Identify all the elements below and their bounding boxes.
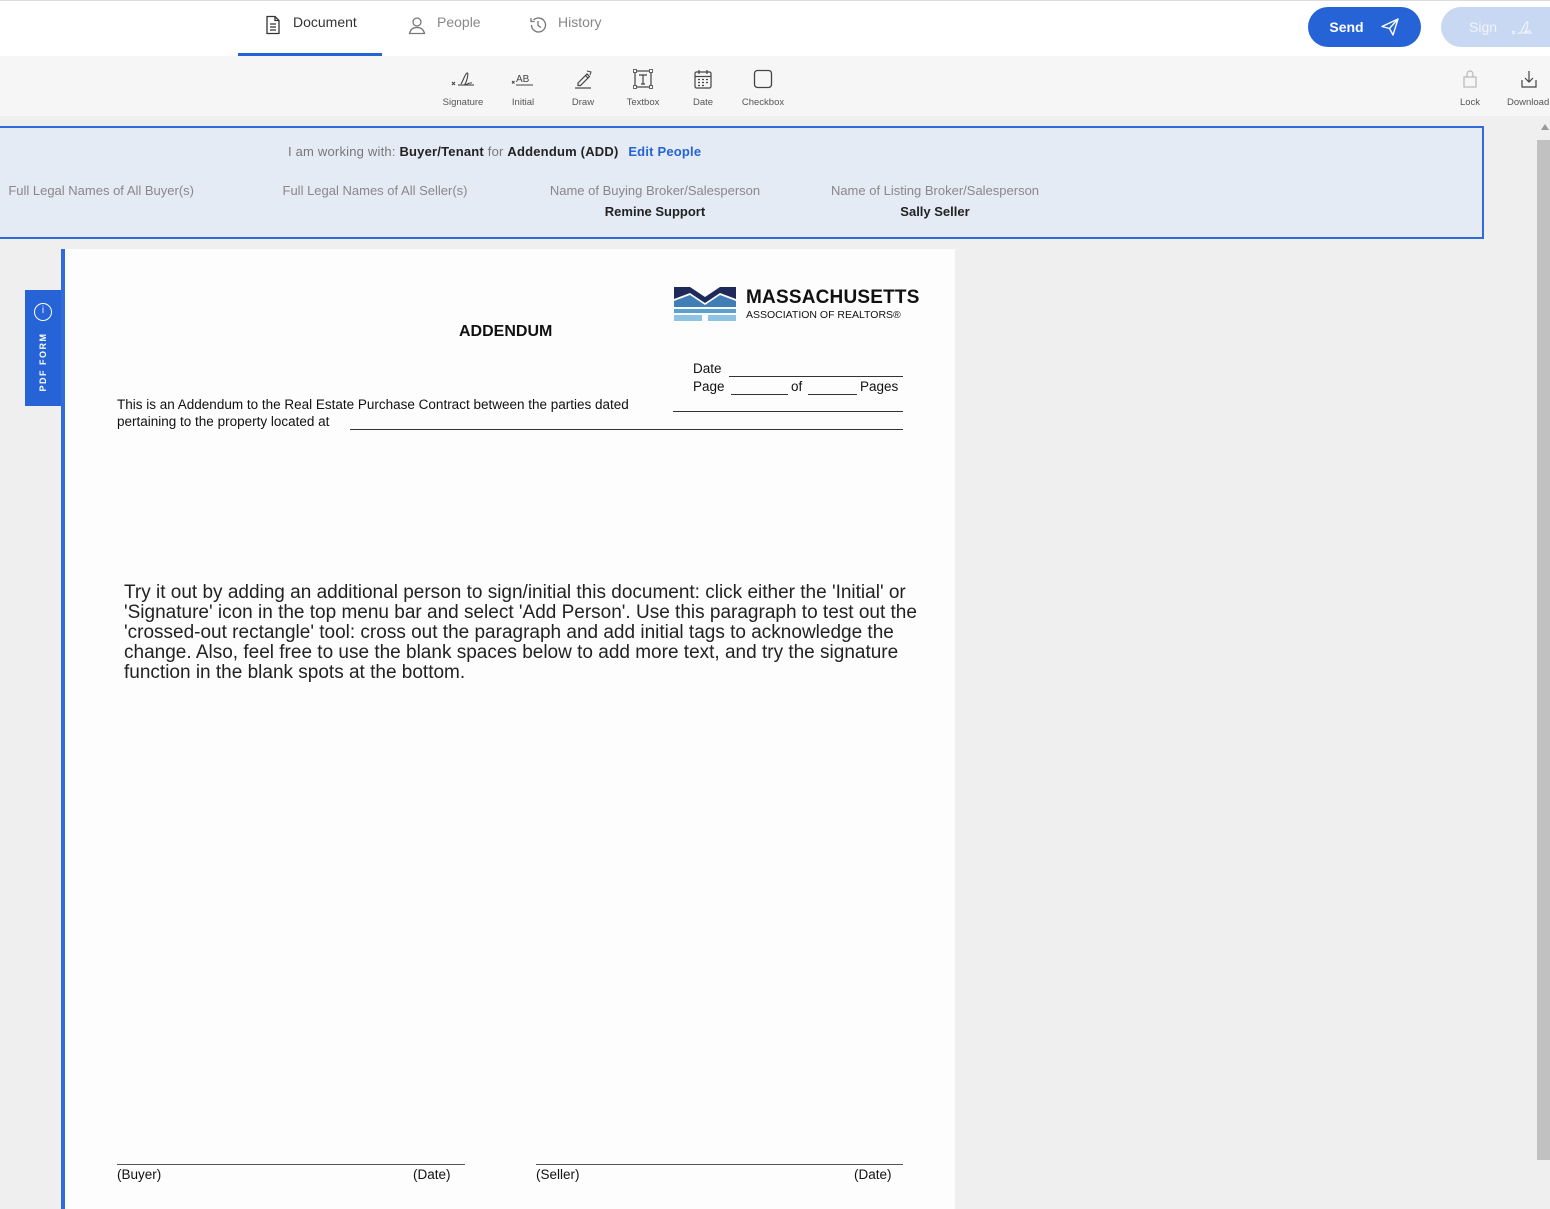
date-blank[interactable] [729,376,903,377]
working-with-line [288,144,701,159]
logo-title: MASSACHUSETTS [746,287,920,308]
seller-names-label: Full Legal Names of All Seller(s) [282,183,468,198]
checkbox-tool-label: Checkbox [741,97,785,108]
sign-button[interactable] [1441,7,1550,47]
tab-history[interactable] [528,1,602,57]
of-label: of [791,379,803,394]
document-icon [263,15,283,35]
send-button-label: Send [1329,19,1364,35]
page-label: Page [693,379,725,394]
date-tool-label: Date [692,97,714,108]
mar-logo-icon [674,287,736,321]
tab-document[interactable] [263,1,357,57]
signature-icon [1511,19,1533,35]
textbox-tool[interactable] [613,66,673,108]
buying-broker-value: Remine Support [604,204,706,219]
draw-tool[interactable] [553,66,613,108]
date-tool[interactable] [673,66,733,108]
property-blank[interactable] [350,429,903,430]
initial-tool-label: Initial [511,97,535,108]
scrollbar[interactable] [1537,140,1550,1160]
parties-date-blank[interactable] [673,411,903,412]
page-blank[interactable] [731,394,788,395]
pages-label: Pages [860,379,899,394]
tab-people-label: People [437,14,481,30]
scroll-up-arrow[interactable] [1541,124,1549,130]
download-tool-label: Download [1507,97,1550,108]
info-icon: i [34,303,52,321]
lock-tool-label: Lock [1459,97,1481,108]
addendum-body-text: Try it out by adding an additional person to sign/initial this document: click either the 'Initial' or 'Signature' icon in the top menu bar and select 'Add Person'. Use this paragraph to test out the 'crossed-out rectangle' tool: cross out the paragraph and add initial tags to acknowledge the change. Also, feel free to use the blank spaces below to add more text, and try the signature function in the blank spots at the bottom. [124,582,917,683]
pen-icon [572,68,594,90]
logo-subtitle: ASSOCIATION OF REALTORS® [746,309,901,321]
download-icon [1519,68,1539,90]
buyer-date-label: (Date) [413,1167,451,1182]
textbox-tool-label: Textbox [626,97,660,108]
working-form: Addendum (ADD) [507,144,619,159]
buyer-label: (Buyer) [117,1167,162,1182]
tool-bar [0,56,1550,116]
sign-button-label: Sign [1469,19,1498,35]
top-bar [0,0,1550,56]
buyer-names-label: Full Legal Names of All Buyer(s) [8,183,194,198]
buyer-names-field[interactable] [0,183,194,204]
working-prefix: I am working with: [288,144,396,159]
working-role: Buyer/Tenant [399,144,484,159]
textbox-icon [632,68,654,90]
signature-tool[interactable] [433,66,493,108]
buying-broker-field[interactable] [535,183,775,219]
date-label: Date [693,361,722,376]
initial-tool[interactable] [493,66,553,108]
calendar-icon [692,68,714,90]
download-tool[interactable] [1500,66,1550,108]
lock-icon [1460,68,1480,90]
pages-blank[interactable] [808,394,857,395]
intro-line: This is an Addendum to the Real Estate Purchase Contract between the parties dated [117,397,629,412]
document-title: ADDENDUM [459,323,553,340]
lock-tool[interactable] [1440,66,1500,108]
signature-icon [451,70,475,88]
pdf-form-tab[interactable] [25,290,61,406]
buying-broker-label: Name of Buying Broker/Salesperson [549,183,761,198]
send-icon [1380,17,1400,37]
listing-broker-label: Name of Listing Broker/Salesperson [830,183,1040,198]
buyer-signature-line[interactable] [117,1164,465,1165]
property-line: pertaining to the property located at [117,414,330,429]
tab-document-label: Document [293,14,357,30]
seller-label: (Seller) [536,1167,580,1182]
seller-date-label: (Date) [854,1167,892,1182]
checkbox-icon [752,68,774,90]
checkbox-tool[interactable] [733,66,793,108]
listing-broker-value: Sally Seller [900,204,970,219]
seller-names-field[interactable] [275,183,475,204]
history-icon [528,15,548,35]
svg-text:AB: AB [516,74,530,85]
working-for: for [487,144,504,159]
send-button[interactable] [1308,7,1421,47]
document-page [65,249,955,1209]
draw-tool-label: Draw [571,97,595,108]
edit-people-link[interactable]: Edit People [628,144,702,159]
signature-tool-label: Signature [442,97,484,108]
seller-signature-line[interactable] [536,1164,903,1165]
person-icon [407,15,427,35]
tab-history-label: History [558,14,602,30]
tab-people[interactable] [407,1,481,57]
pdf-form-label: PDF FORM [38,332,48,392]
initial-icon [511,70,535,88]
working-with-panel [0,126,1484,239]
listing-broker-field[interactable] [815,183,1055,219]
